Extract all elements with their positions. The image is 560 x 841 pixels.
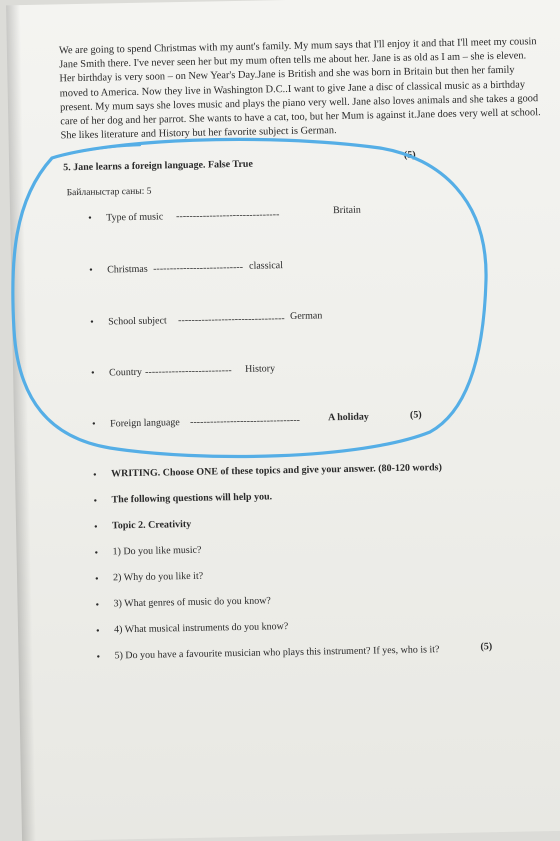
writing-question: 5) Do you have a favourite musician who plays this instrument? If yes, who is it? (114, 644, 440, 662)
match-right-german: German (289, 310, 323, 322)
bullet-icon: • (93, 521, 98, 533)
reading-line: We are going to spend Christmas with my aunt's family. My mum says that I'll enjoy it and that I'll meet my cousin (58, 36, 537, 57)
score-label: Байланыстар саны: 5 (66, 186, 152, 199)
reading-line: moved to America. Now they live in Washington D.C..I want to give Jane a disc of classical music as a birthday (59, 79, 526, 99)
bullet-icon: • (96, 651, 101, 663)
writing-question: 4) What musical instruments do you know? (113, 621, 289, 636)
match-right-britain: Britain (332, 204, 361, 217)
match-left-christmas: Christmas (107, 263, 148, 276)
rows-points: (5) (409, 409, 422, 421)
writing-heading: WRITING. Choose ONE of these topics and give your answer. (80-120 words) (110, 462, 442, 480)
match-left-type-of-music: Type of music (106, 211, 164, 224)
bullet-icon: • (94, 573, 99, 585)
bullet-icon: • (94, 547, 99, 559)
writing-help: The following questions will help you. (111, 491, 273, 506)
reading-line: present. My mum says she loves music and plays the piano very well. Jane also loves animals and she takes a good (59, 92, 539, 114)
reading-line: Her birthday is very soon – on New Year's Day.Jane is British and she was born in Britain but then her family (59, 65, 515, 85)
writing-topic: Topic 2. Creativity (111, 518, 192, 532)
bullet-icon: • (95, 599, 100, 611)
bullet-icon: • (92, 418, 96, 430)
task5-title: 5. Jane learns a foreign language. False True (63, 158, 253, 174)
match-dash: -------------------------------- (178, 313, 285, 327)
reading-line: She likes literature and History but her favorite subject is German. (60, 125, 337, 142)
bullet-icon: • (92, 469, 97, 481)
bullet-icon: • (93, 495, 98, 507)
writing-question: 3) What genres of music do you know? (113, 595, 271, 610)
match-left-country: Country (109, 366, 143, 379)
bullet-icon: • (91, 367, 95, 379)
task5-points: (5) (403, 149, 416, 161)
bullet-icon: • (88, 212, 92, 224)
reading-line: care of her dog and her parrot. She wants to have a cat, too, but her Mum is against it.Jane does very well at school. (60, 107, 541, 128)
bullet-icon: • (90, 316, 94, 328)
match-right-history: History (244, 363, 276, 375)
match-left-foreign-language: Foreign language (110, 417, 180, 430)
bullet-icon: • (95, 625, 100, 637)
match-dash: -------------------------- (145, 365, 232, 378)
writing-question: 2) Why do you like it? (112, 570, 204, 584)
match-dash: ------------------------------- (176, 209, 280, 223)
match-right-classical: classical (248, 260, 284, 272)
writing-points: (5) (480, 641, 493, 653)
writing-question: 1) Do you like music? (112, 544, 202, 558)
match-dash: --------------------------------- (189, 414, 301, 428)
match-dash: --------------------------- (153, 261, 244, 275)
match-left-school-subject: School subject (108, 315, 167, 328)
reading-line: Jane Smith there. I've never seen her but my mum often tells me about her. Jane is as old as I am – she is eleven. (59, 50, 527, 71)
match-right-a-holiday: A holiday (327, 411, 369, 424)
bullet-icon: • (89, 264, 93, 276)
